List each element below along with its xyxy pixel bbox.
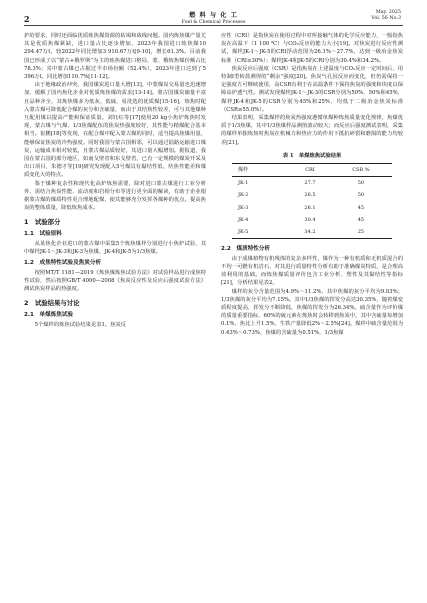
table-row [232,226,392,239]
table-header-cell: CRI [305,167,315,174]
table-header-cell: 煤样 [238,167,249,174]
paragraph: 结果表明，采集煤样的焦炭热强度遵循单煤种炼焦质量变化规律，焦煤优质于1/3焦煤，其中1/3焦煤样品测值波动较大；而反应后强度测试表明，采集的煤样单独炼焦时焦炭在机械力和热应力的作用下抵抗碎裂和磨损的能力均较差[21]。 [221,115,403,146]
paragraph: 焦炭反应后强度（CSR）是指焦炭在上述温度与CO₂反应一定时间后，用特制I型转鼓测得的“剩余”强度[20]。焦炭气孔因反应而变化，但仍需保持一定强度方可继续使用，高CSR有利于在高温条件下保持焦炭的强度和块度以保障高炉透气性。测试发现煤样JK-1～JK-3的CSR分别为50%、50%和45%，煤样JK-4和JK-5的CSR分别为45%和25%，均低于二级冶金焦炭标准（CSR≥55.0%）。 [221,65,403,113]
journal-title-en: Fuel & Chemical Processes [181,20,246,25]
paragraph: 由于成煤植物有机残体的复杂多样性，煤作为一种有机质和无机质混合的不均一可燃有机岩石，对其进行质量特性分析有助于准确煤炭特质，是合理高效利用的基础。而炼焦煤质量评价包含工业分析、塑性及其黏结性等指标[21]，分析结果见表2。 [221,255,403,287]
subsection-heading: 2.1 单煤炼焦试验 [24,312,74,319]
table-row [232,177,392,190]
results-table [232,163,392,239]
table-cell: 26.1 [304,204,316,211]
table-row [232,202,392,214]
table-cell: 27.7 [304,180,316,187]
subsection-heading: 2.2 煤质特性分析 [221,246,271,253]
issue-volume: Vol. 56 No.3 [371,16,401,21]
header-rule [24,25,403,26]
section-heading: 2 试验结果与讨论 [24,299,80,308]
issue-info [371,10,401,22]
table-cell: 25 [357,229,365,236]
table-row [232,214,392,226]
table-cell: JK-2 [238,192,249,199]
table-cell: JK-3 [238,204,249,211]
table-cell: 26.5 [304,192,316,199]
paragraph: 鉴于煤种复杂性和现代化高炉炼焦需要，除对进口蒙古煤进行工业分析外，需结合焦炭性能、流动度和岩相分布等进行更全面的解读，有助于企业根据蒙古煤的煤质特性更合理地配煤，使其能够充分发挥各煤种的优点，提高焦炭的整体质量，降低炼焦成本。 [24,180,206,212]
subsection-heading: 1.1 试验原料 [24,231,62,238]
issue-date: May. 2025 [375,10,401,15]
paragraph: 从某焦化企业进口的蒙古煤中采集5个炼焦煤样分别进行小焦炉试验，其中煤样JK-1～JK-3和JK-3为焦煤，JK-4和JK-5为1/3焦煤。 [24,240,206,256]
page-number: 2 [24,14,30,24]
table-cell: JK-5 [238,229,249,236]
paragraph: 5个煤样的炼焦试验结果见表1。焦炭反 [34,321,127,328]
subsection-heading: 1.2 成焦特性试验及焦炭分析 [24,260,102,267]
table-header-cell [330,164,392,177]
paragraph: 按照MT/T 1181—2019《炼焦煤炼焦试验方法》对试验样品进行成焦特性试验，然后按照GB/T 4000—2008《焦炭反应性及反应后强度试验方法》测试焦炭样品的热强度。 [24,269,206,293]
table-row [232,189,392,201]
table-cell: 50 [357,192,365,199]
paragraph: 煤样的灰分含量范围为4.9%～11.2%，其中焦煤的灰分平均为9.03%；1/3焦煤的灰分平均为7.15%。其中1/3焦煤的挥发分高达30.35%，随着煤变质程度提高，挥发分不断降低，焦煤的挥发分为26.34%。硫含量作为评价煤的质量重要指标，60%的硫元素在炼焦时会转移到焦炭中，其中含硫量每增加0.1%，焦比上升1.5%，生铁产量降低2%～2.5%[24]。煤样中硫含量范围为0.43%～0.73%，焦煤的含硫量为0.51%，1/3焦煤 [221,288,403,336]
journal-header [0,10,427,25]
journal-title-cn: 燃 料 与 化 工 [189,12,238,19]
paragraph: 由于地缘政治冲突，我国煤炭进口量大增[13]，中蒙煤炭交易量也迅速增加，缓解了国内焦化企业对优质炼焦煤的需求[13-14]。蒙古国煤炭储量丰富且品种齐全，其炼焦煤多为低灰、低硫、易洗选的优质煤[15-16]，炼焦时配入蒙古煤可降低配合煤的灰分和含硫量，而由于其结焦性较差，可与其他煤种互配用煤以提高产能和保证质量。刘钰红等[17]使用20 kg小焦炉炼焦时发现，蒙古煤与气煤、1/3焦煤配伍的焦炭热强度较好，其性能与精煤配合基本相当。崔鹏[18]等发现，在配合煤中配入蒙古煤的同时，适当提高焦煤用量，能够保证焦炭的冷热强度。同时我国与蒙古国相邻，可以通过陆路运输进口煤炭，运输成本相对较低，且蒙古煤品质较好，其进口量大幅增加。据报道，我国在蒙古国的部分地区，如南戈壁省和东戈壁省，已有一定规模的煤炭开采及出口项目，朱德才等[19]研究发现配入5号煤具有黏结性低、结焦性能差和煤质变化大的特点。 [24,82,206,179]
table-cell: 45 [357,204,365,211]
table-caption: 表 1 单煤炼焦试验结果 [282,152,342,159]
table-unit: % [364,167,370,174]
table-cell: 50 [357,180,365,187]
section-heading: 1 试验部分 [24,218,61,227]
table-header-row [232,164,392,177]
paragraph: 应性（CRI）是指焦炭在使用过程中对所接触气体的化学反应能力，一般指焦炭在高温下（1 100 ℃）与CO₂反应的能力大小[19]。对焦炭进行反应性测试，煤样JK-1～JK-5的CRI浮动范围为26.1%～27.7%，达到一级冶金焦炭标准（CRI≤30%）；煤样JK-4和JK-5的CRI分别为30.4%和34.2%。 [221,33,403,64]
table-cell: 34.2 [304,229,316,236]
right-column [221,32,403,337]
table-cell: 30.4 [304,216,316,223]
left-column [24,32,206,329]
table-cell: 45 [357,216,365,223]
table-cell: JK-4 [238,216,249,223]
table-header-label: CSR [352,167,364,174]
paragraph: 护的要求，同时还面临优质炼焦煤资源的枯竭和战线问题。国内炼焦煤产量尤其是优质焦煤紧缺，进口量占比逐步增加，2023年我国进口炼焦煤10 294.47万t，较2022年同比增加3 910.67万t[9-10]，增长61.3%。目前我国已形成了以“蒙古+俄罗斯”为主的炼焦煤进口格局，蒙、俄炼焦煤份额占比78.3%；其中蒙古煤已占据过半市场份额（52.4%），2023年进口达到了5 396万t，同比增加110.7%[11-12]。 [24,33,206,81]
table-cell: JK-1 [238,180,249,187]
